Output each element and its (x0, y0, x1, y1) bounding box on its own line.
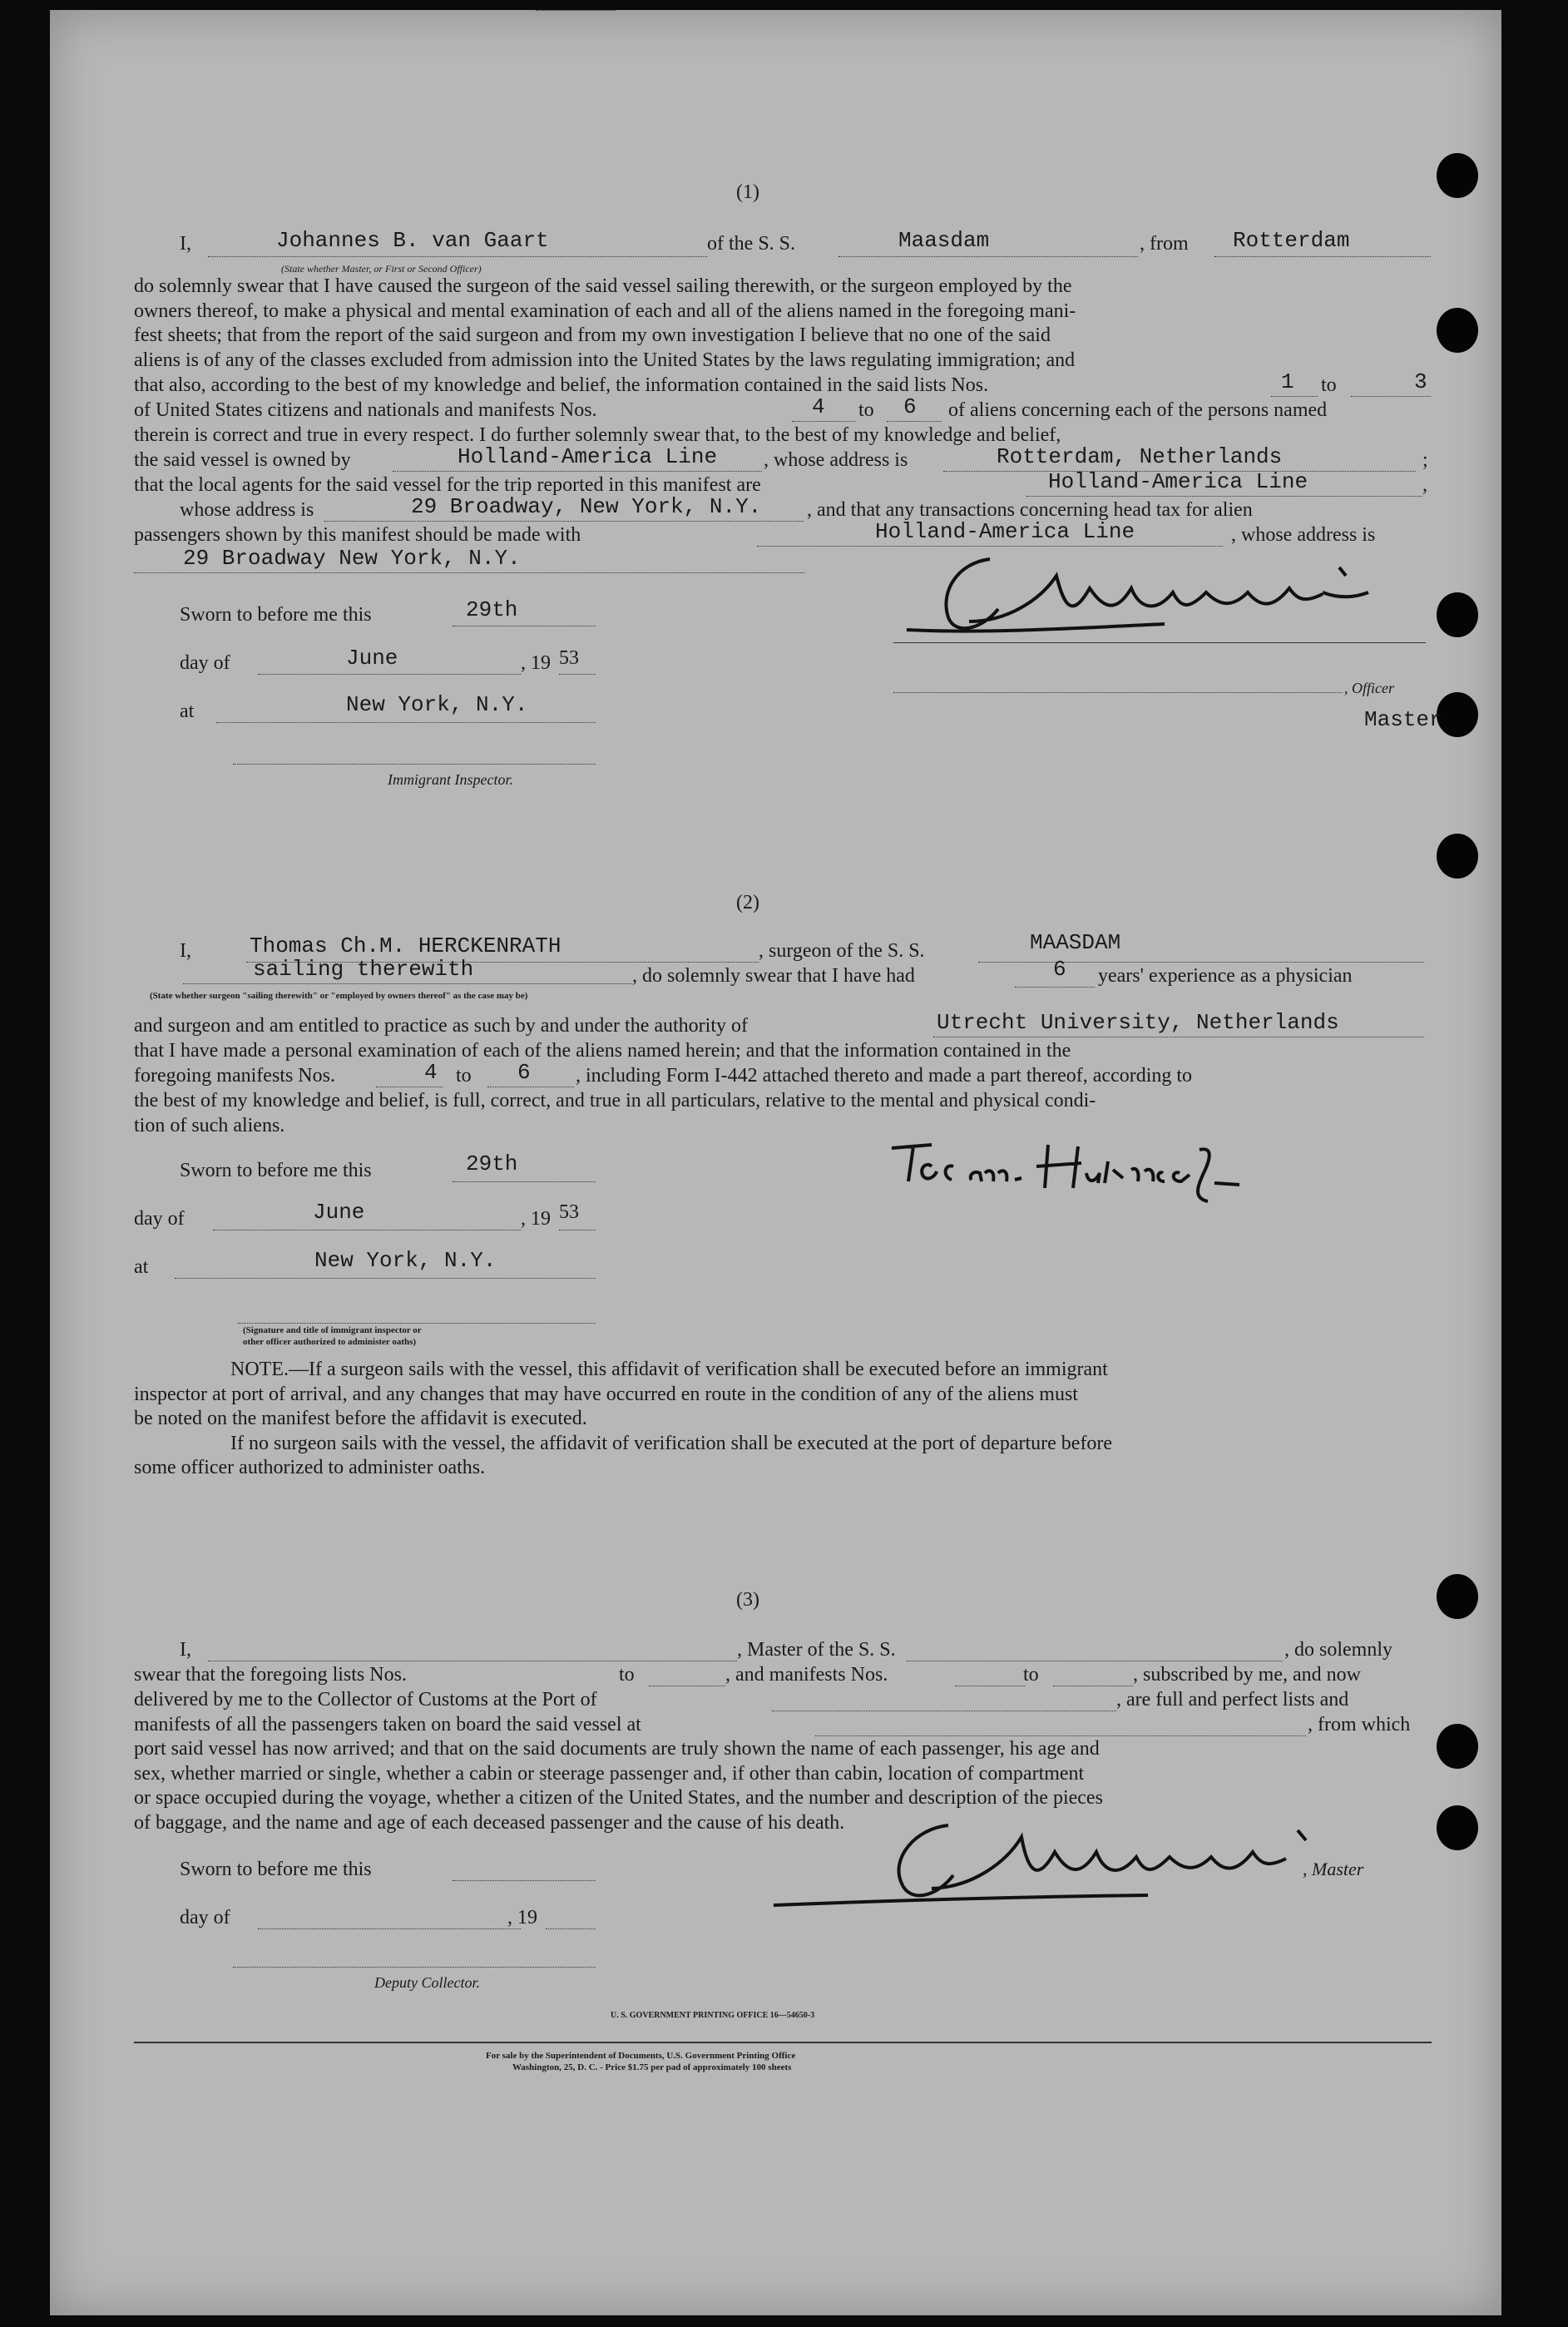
section3-year-line (546, 1928, 596, 1929)
document-page (50, 10, 1501, 2315)
headtax-address-line (134, 572, 804, 573)
master-signature-line (893, 642, 1426, 643)
inspector-signature-line (233, 764, 596, 765)
section3-text-line: port said vessel has now arrived; and that on the said documents are truly shown the name of each passenger, his age and (134, 1738, 1100, 1760)
section3-sworn-label: Sworn to before me this (180, 1859, 372, 1880)
headtax-address-field[interactable]: 29 Broadway New York, N.Y. (183, 546, 521, 571)
agents-label: that the local agents for the said vessel for the trip reported in this manifest are (134, 474, 761, 496)
section1-text-line: owners thereof, to make a physical and mental examination of each and all of the aliens named in the foregoing mani- (134, 300, 1076, 322)
from-label: , from (1140, 233, 1189, 255)
section1-place-line (216, 722, 596, 723)
form-label: , including Form I-442 attached thereto and made a part thereof, according to (576, 1065, 1193, 1087)
officer-line (893, 692, 1343, 693)
section3-i-label: I, (180, 1639, 191, 1661)
section2-manifests-to-field[interactable]: 6 (517, 1060, 531, 1085)
lists-to-field[interactable]: 3 (1414, 369, 1427, 394)
manifests-to-field[interactable]: 6 (903, 394, 917, 419)
section2-year-prefix: , 19 (521, 1208, 551, 1230)
whose-address-is2-label: , whose address is (1231, 524, 1376, 546)
surgeon-name-field[interactable]: Thomas Ch.M. HERCKENRATH (250, 933, 561, 958)
officer-label: , Officer (1344, 680, 1394, 696)
note-line: NOTE.—If a surgeon sails with the vessel, this affidavit of verification shall be executed before an immigrant (230, 1359, 1108, 1380)
sale-line-2: Washington, 25, D. C. - Price $1.75 per pad of approximately 100 sheets (512, 2062, 792, 2072)
punch-hole (1437, 692, 1478, 737)
section1-year-field[interactable]: 53 (559, 647, 579, 669)
section3-heading: (3) (736, 1589, 759, 1611)
whose-address-is-label: whose address is (180, 499, 314, 521)
officer-value: Master (1364, 707, 1442, 732)
punch-hole (1437, 1574, 1478, 1619)
semicolon: ; (1422, 449, 1428, 471)
years-label: years' experience as a physician (1098, 965, 1353, 987)
sailing-field[interactable]: sailing therewith (253, 957, 474, 982)
section2-sworn-label: Sworn to before me this (180, 1160, 372, 1181)
lists-to-line (1351, 396, 1431, 397)
section3-line4a: manifests of all the passengers taken on board the said vessel at (134, 1714, 641, 1735)
agents-address-field[interactable]: 29 Broadway, New York, N.Y. (411, 494, 762, 519)
sig-hint-2: other officer authorized to administer oaths) (243, 1337, 417, 1347)
section1-paragraph (134, 275, 1432, 373)
section2-day-of-label: day of (134, 1208, 185, 1230)
section2-to-label: to (456, 1065, 472, 1087)
section3-line2b: , and manifests Nos. (725, 1664, 888, 1686)
section2-month-field[interactable]: June (313, 1200, 365, 1225)
section1-year-prefix: , 19 (521, 652, 551, 674)
section1-month-field[interactable]: June (346, 646, 398, 671)
master-name-hint: (State whether Master, or First or Second Officer) (281, 263, 482, 275)
section2-heading: (2) (736, 892, 759, 913)
section1-i-label: I, (180, 233, 191, 255)
section1-sworn-label: Sworn to before me this (180, 604, 372, 626)
section1-heading: (1) (736, 181, 759, 203)
section1-lists-text: that also, according to the best of my knowledge and belief, the information contained in the said lists Nos. (134, 374, 989, 396)
section1-month-line (258, 674, 521, 675)
surgeon-of-label: , surgeon of the S. S. (759, 940, 925, 962)
section3-line2a: swear that the foregoing lists Nos. (134, 1664, 407, 1686)
passengers-label: passengers shown by this manifest should be made with (134, 524, 581, 546)
section1-at-label: at (180, 701, 195, 722)
punch-hole (1437, 592, 1478, 637)
manifests-from-field[interactable]: 4 (812, 394, 825, 419)
section3-master-suffix: , Master (1303, 1859, 1364, 1879)
foregoing-label: foregoing manifests Nos. (134, 1065, 335, 1087)
section1-manifests-text: of United States citizens and nationals and manifests Nos. (134, 399, 597, 421)
section3-swear-label: , do solemnly (1284, 1639, 1392, 1661)
section3-board-port-line (815, 1735, 1306, 1736)
authority-field[interactable]: Utrecht University, Netherlands (937, 1010, 1339, 1035)
lists-from-line (1271, 396, 1318, 397)
section1-sworn-day-field[interactable]: 29th (466, 597, 518, 622)
section3-text-line: or space occupied during the voyage, whether a citizen of the United States, and the number and description of the pieces (134, 1787, 1103, 1809)
years-line (1015, 987, 1095, 988)
note-line: some officer authorized to administer oaths. (134, 1457, 486, 1478)
punch-hole (1437, 1805, 1478, 1850)
section1-text-line: fest sheets; that from the report of the said surgeon and from my own investigation I believe that no one of the said (134, 324, 1051, 346)
section1-manifests-tail: of aliens concerning each of the persons named (948, 399, 1328, 421)
section3-to-label: to (619, 1664, 635, 1686)
section1-year-line (559, 674, 596, 675)
section2-swear-label: , do solemnly swear that I have had (632, 965, 915, 987)
section3-lists-from-line (536, 10, 616, 11)
headtax-agent-field[interactable]: Holland-America Line (875, 519, 1135, 544)
master-name-field[interactable]: Johannes B. van Gaart (276, 228, 549, 253)
administering-officer-line (238, 1323, 596, 1324)
section2-place-field[interactable]: New York, N.Y. (314, 1248, 497, 1273)
note-line: If no surgeon sails with the vessel, the affidavit of verification shall be executed at the port of departure before (230, 1432, 1113, 1454)
from-port-line (1214, 256, 1431, 257)
section3-sworn-day-line (453, 1880, 596, 1881)
section3-line2c: , subscribed by me, and now (1133, 1664, 1361, 1686)
manifests-to-line (887, 421, 942, 422)
section3-day-of-label: day of (180, 1907, 230, 1928)
owner-address-field[interactable]: Rotterdam, Netherlands (997, 444, 1283, 469)
punch-hole (1437, 834, 1478, 879)
agents-field[interactable]: Holland-America Line (1048, 469, 1308, 494)
section2-line3: that I have made a personal examination of each of the aliens named herein; and that the information contained in the (134, 1040, 1071, 1062)
section3-line3b: , are full and perfect lists and (1116, 1689, 1349, 1711)
section2-sworn-day-field[interactable]: 29th (466, 1151, 518, 1176)
sig-hint-1: (Signature and title of immigrant inspector or (243, 1325, 422, 1335)
owned-label: the said vessel is owned by (134, 449, 351, 471)
manifests-from-line (792, 421, 855, 422)
agents-comma: , (1422, 474, 1427, 496)
section1-text-line: aliens is of any of the classes excluded from admission into the United States by the laws regulating immigration; and (134, 349, 1076, 371)
agents-line (1026, 496, 1422, 497)
section3-month-line (258, 1928, 521, 1929)
master-signature (890, 542, 1431, 651)
note-line: be noted on the manifest before the affidavit is executed. (134, 1408, 587, 1429)
section3-line4b: , from which (1308, 1714, 1411, 1735)
section2-sworn-day-line (453, 1181, 596, 1182)
inspector-label: Immigrant Inspector. (388, 771, 513, 788)
section2-manifests-from-field[interactable]: 4 (424, 1060, 438, 1085)
lists-from-field[interactable]: 1 (1281, 369, 1294, 394)
section2-year-field[interactable]: 53 (559, 1201, 579, 1223)
sale-line-1: For sale by the Superintendent of Documents, U.S. Government Printing Office (486, 2051, 796, 2061)
owner-line (393, 471, 762, 472)
collector-signature-line (233, 1967, 596, 1968)
section3-master-label: , Master of the S. S. (737, 1639, 896, 1661)
section1-day-of-label: day of (180, 652, 230, 674)
section3-year-prefix: , 19 (507, 1907, 537, 1928)
punch-hole (1437, 153, 1478, 198)
punch-hole (1437, 308, 1478, 353)
section2-vessel-field[interactable]: MAASDAM (1030, 930, 1121, 955)
from-port-field[interactable]: Rotterdam (1233, 228, 1350, 253)
owner-field[interactable]: Holland-America Line (458, 444, 718, 469)
whose-address-label: , whose address is (764, 449, 908, 471)
note-line: inspector at port of arrival, and any changes that may have occurred en route in the condition of any of the aliens must (134, 1383, 1078, 1405)
sailing-hint: (State whether surgeon "sailing therewith" or "employed by owners thereof" as the case may be) (150, 991, 528, 1001)
section1-line7: therein is correct and true in every respect. I do further solemnly swear that, to the best of my knowledge and belief, (134, 424, 1061, 446)
note-paragraph (134, 1358, 1432, 1481)
section2-place-line (175, 1278, 596, 1279)
section3-to-label-2: to (1023, 1664, 1039, 1686)
manifests-to-label: to (858, 399, 874, 421)
section2-line6: tion of such aliens. (134, 1115, 285, 1136)
years-field[interactable]: 6 (1053, 957, 1066, 982)
authority-label: and surgeon and am entitled to practice as such by and under the authority of (134, 1015, 748, 1037)
vessel-line (838, 256, 1138, 257)
lists-to-label: to (1321, 374, 1337, 396)
collector-label: Deputy Collector. (374, 1974, 480, 1991)
section2-i-label: I, (180, 940, 191, 962)
section2-line5: the best of my knowledge and belief, is full, correct, and true in all particulars, relative to the mental and physical condi- (134, 1090, 1096, 1112)
surgeon-signature (882, 1133, 1348, 1208)
section3-line3a: delivered by me to the Collector of Customs at the Port of (134, 1689, 597, 1711)
section1-place-field[interactable]: New York, N.Y. (346, 692, 528, 717)
section2-vessel-line (978, 962, 1424, 963)
section3-text-line: sex, whether married or single, whether a cabin or steerage passenger and, if other than cabin, location of compartment (134, 1762, 1085, 1785)
vessel-field[interactable]: Maasdam (898, 228, 990, 253)
master-signature-2 (765, 1807, 1364, 1915)
agents-address-line (324, 521, 804, 522)
section2-at-label: at (134, 1256, 149, 1278)
footer-rule (134, 2042, 1432, 2043)
section3-text-line: of baggage, and the name and age of each deceased passenger and the cause of his death. (134, 1811, 845, 1834)
of-ss-label: of the S. S. (707, 233, 796, 255)
headtax-label: , and that any transactions concerning head tax for alien (807, 499, 1253, 521)
gpo-line: U. S. GOVERNMENT PRINTING OFFICE 16—54650-3 (611, 2011, 815, 2020)
punch-hole (1437, 1724, 1478, 1769)
section1-text-line: do solemnly swear that I have caused the surgeon of the said vessel sailing therewith, or the surgeon employed by the (134, 275, 1072, 297)
